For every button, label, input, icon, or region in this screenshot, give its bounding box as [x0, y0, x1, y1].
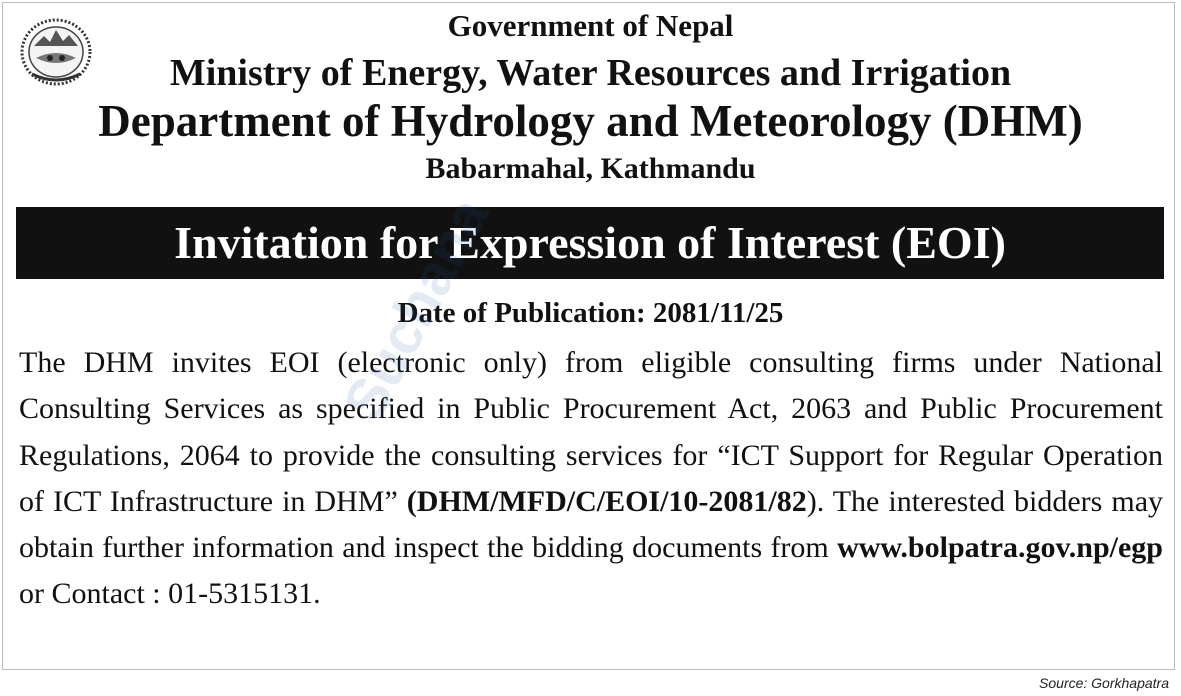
body-middle: ). The interested bidders may obtain further information and inspect the bidding documents from — [19, 484, 1164, 565]
notice-body — [19, 340, 1163, 618]
publication-date: Date of Publication: 2081/11/25 — [397, 297, 784, 329]
ministry-line: Ministry of Energy, Water Resources and Irrigation — [169, 52, 1012, 94]
source-credit: Source: Gorkhapatra — [1039, 675, 1169, 691]
body-intro: The DHM invites EOI (electronic only) from eligible consulting firms under National Consulting Services as specified in Public Procurement Act, 2063 and Public Procurement Regulations, 2064 to provide the consulting services for “ICT Support for Regular Operation of ICT Infrastructure in DHM” — [19, 346, 1163, 518]
notice-title-banner: Invitation for Expression of Interest (EOI) — [16, 207, 1164, 279]
department-title: Department of Hydrology and Meteorology (DHM) — [98, 96, 1083, 146]
government-line: Government of Nepal — [447, 8, 734, 43]
website-link[interactable]: www.bolpatra.gov.np/egp — [837, 531, 1163, 565]
watermark: Suchana — [330, 187, 502, 431]
contact-line: or Contact : 01-5315131. — [19, 577, 321, 611]
address-line: Babarmahal, Kathmandu — [425, 152, 756, 185]
reference-number: (DHM/MFD/C/EOI/10-2081/82 — [406, 484, 807, 518]
